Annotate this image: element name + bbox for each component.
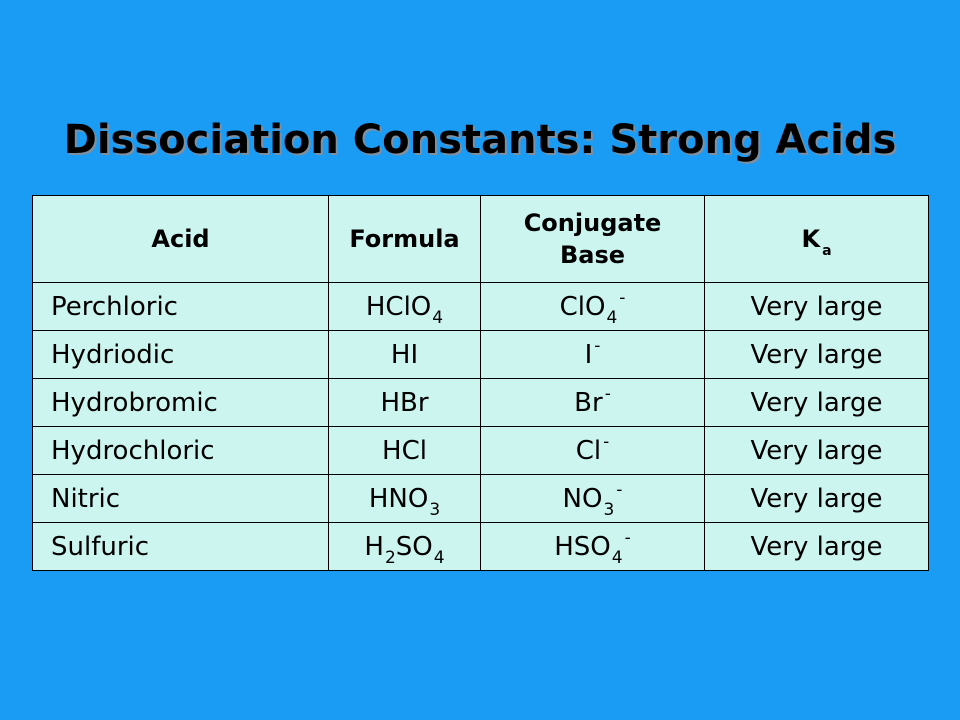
conjugate-subscript: 4 (606, 307, 618, 328)
table-row (33, 427, 929, 475)
conjugate-base-cell (481, 523, 705, 571)
table-row (33, 379, 929, 427)
formula-text: H (364, 531, 384, 562)
acid-name-cell: Nitric (33, 475, 329, 523)
strong-acids-table (32, 195, 929, 571)
conjugate-superscript: - (604, 383, 611, 404)
conjugate-superscript: - (624, 527, 631, 548)
acid-name-cell: Perchloric (33, 283, 329, 331)
header-ka-subscript: a (822, 243, 832, 259)
formula-text: HCl (382, 435, 427, 466)
table-row (33, 283, 929, 331)
header-formula: Formula (329, 196, 481, 283)
ka-value-cell: Very large (705, 523, 929, 571)
conjugate-text: ClO (559, 291, 606, 322)
table-header-row (33, 196, 929, 283)
conjugate-subscript: 3 (603, 499, 615, 520)
formula-cell (329, 427, 481, 475)
table-row (33, 475, 929, 523)
formula-subscript: 2 (384, 547, 396, 568)
table-row (33, 523, 929, 571)
formula-cell (329, 283, 481, 331)
formula-text: HNO (368, 483, 429, 514)
formula-cell (329, 379, 481, 427)
acid-name-cell: Hydrochloric (33, 427, 329, 475)
formula-cell (329, 523, 481, 571)
ka-value-cell: Very large (705, 475, 929, 523)
ka-value-cell: Very large (705, 331, 929, 379)
conjugate-text: Br (574, 387, 603, 418)
formula-subscript: 4 (433, 547, 445, 568)
acid-name-cell: Sulfuric (33, 523, 329, 571)
conjugate-superscript: - (603, 431, 610, 452)
ka-value-cell: Very large (705, 379, 929, 427)
header-conjugate-line1: Conjugate (523, 209, 662, 237)
conjugate-text: HSO (554, 531, 611, 562)
formula-subscript: 4 (432, 307, 444, 328)
conjugate-base-cell (481, 379, 705, 427)
slide-title: Dissociation Constants: Strong Acids (63, 117, 897, 163)
formula-cell (329, 475, 481, 523)
conjugate-text: I (584, 339, 593, 370)
formula-text: HI (390, 339, 419, 370)
header-acid: Acid (33, 196, 329, 283)
table-body (33, 283, 929, 571)
table-row (33, 331, 929, 379)
header-conjugate-line2: Base (559, 241, 626, 269)
ka-value-cell: Very large (705, 427, 929, 475)
conjugate-base-cell (481, 427, 705, 475)
conjugate-text: Cl (575, 435, 602, 466)
header-ka-main: K (801, 225, 821, 253)
conjugate-base-cell (481, 331, 705, 379)
conjugate-base-cell (481, 283, 705, 331)
conjugate-text: NO (562, 483, 603, 514)
formula-text: HBr (380, 387, 429, 418)
formula-text: HClO (365, 291, 432, 322)
header-ka (705, 196, 929, 283)
conjugate-superscript: - (616, 479, 623, 500)
conjugate-base-cell (481, 475, 705, 523)
conjugate-superscript: - (619, 287, 626, 308)
conjugate-subscript: 4 (611, 547, 623, 568)
formula-subscript: 3 (429, 499, 441, 520)
conjugate-superscript: - (594, 335, 601, 356)
formula-text: SO (395, 531, 433, 562)
ka-value-cell: Very large (705, 283, 929, 331)
formula-cell (329, 331, 481, 379)
acid-name-cell: Hydrobromic (33, 379, 329, 427)
header-conjugate-base (481, 196, 705, 283)
acid-name-cell: Hydriodic (33, 331, 329, 379)
